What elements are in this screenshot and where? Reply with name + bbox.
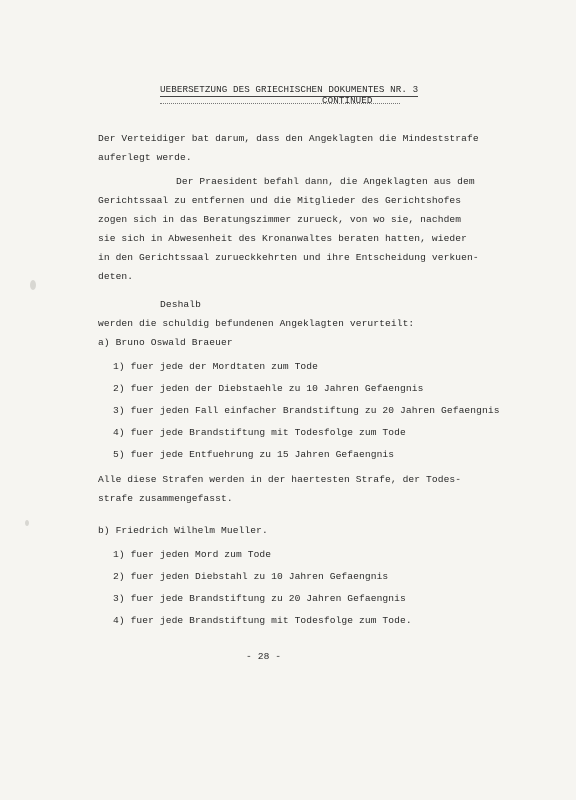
continued-label: CONTINUED <box>322 95 373 106</box>
paragraph-line: Deshalb <box>160 299 202 310</box>
paragraph-line: werden die schuldig befundenen Angeklagten verurteilt: <box>98 318 415 329</box>
sentence-item: 3) fuer jeden Fall einfacher Brandstiftung zu 20 Jahren Gefaengnis <box>113 405 500 416</box>
paragraph-line: Alle diese Strafen werden in der haertesten Strafe, der Todes- <box>98 474 462 485</box>
defendant-heading: a) Bruno Oswald Braeuer <box>98 337 233 348</box>
paragraph-line: strafe zusammengefasst. <box>98 493 233 504</box>
title-rule <box>160 103 400 104</box>
sentence-item: 2) fuer jeden der Diebstaehle zu 10 Jahren Gefaengnis <box>113 383 424 394</box>
paragraph-line: auferlegt werde. <box>98 152 192 163</box>
document-title: UEBERSETZUNG DES GRIECHISCHEN DOKUMENTES NR. 3 <box>160 84 419 95</box>
paragraph-line: Der Verteidiger bat darum, dass den Angeklagten die Mindeststrafe <box>98 133 479 144</box>
sentence-item: 5) fuer jede Entfuehrung zu 15 Jahren Gefaengnis <box>113 449 395 460</box>
sentence-item: 4) fuer jede Brandstiftung mit Todesfolge zum Tode <box>113 427 406 438</box>
sentence-item: 3) fuer jede Brandstiftung zu 20 Jahren Gefaengnis <box>113 593 406 604</box>
paper-speck <box>30 280 36 290</box>
paragraph-line: in den Gerichtssaal zurueckkehrten und ihre Entscheidung verkuen- <box>98 252 479 263</box>
sentence-item: 1) fuer jeden Mord zum Tode <box>113 549 272 560</box>
paragraph-line: sie sich in Abwesenheit des Kronanwaltes beraten hatten, wieder <box>98 233 468 244</box>
paragraph-line: Gerichtssaal zu entfernen und die Mitglieder des Gerichtshofes <box>98 195 462 206</box>
paragraph-line: zogen sich in das Beratungszimmer zurueck, von wo sie, nachdem <box>98 214 462 225</box>
paragraph-line: deten. <box>98 271 134 282</box>
defendant-heading: b) Friedrich Wilhelm Mueller. <box>98 525 268 536</box>
paper-speck <box>25 520 29 526</box>
sentence-item: 2) fuer jeden Diebstahl zu 10 Jahren Gefaengnis <box>113 571 389 582</box>
page-number: - 28 - <box>246 651 282 662</box>
paragraph-line: Der Praesident befahl dann, die Angeklagten aus dem <box>176 176 475 187</box>
sentence-item: 1) fuer jede der Mordtaten zum Tode <box>113 361 319 372</box>
sentence-item: 4) fuer jede Brandstiftung mit Todesfolge zum Tode. <box>113 615 412 626</box>
